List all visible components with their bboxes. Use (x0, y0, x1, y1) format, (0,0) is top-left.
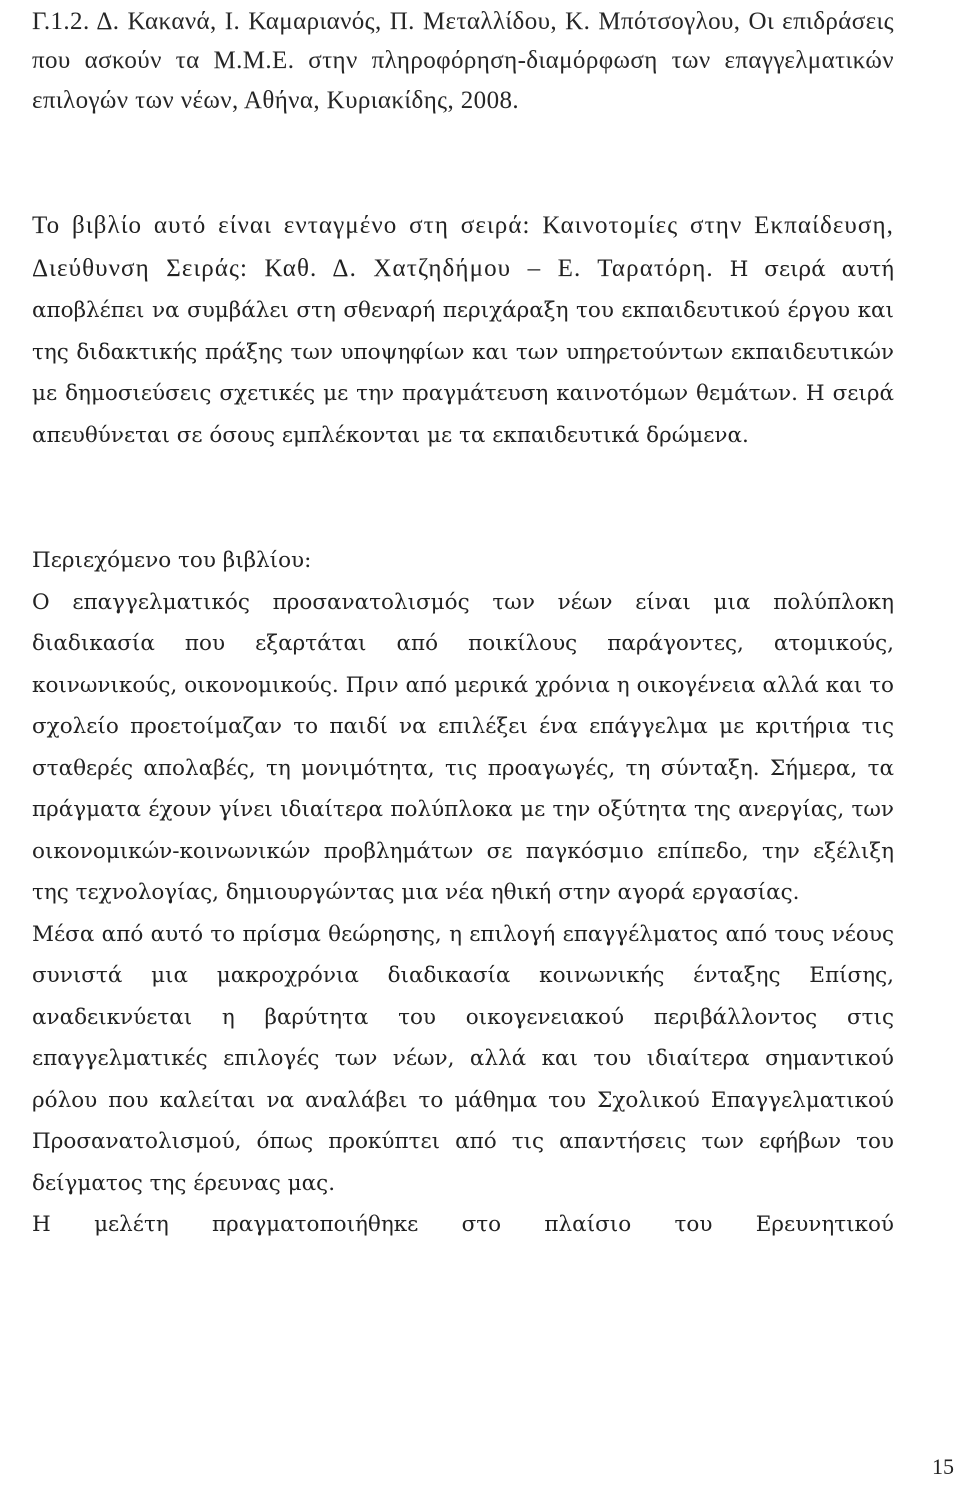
content-paragraph-3: Η μελέτη πραγματοποιήθηκε στο πλαίσιο του Ερευνητικού (32, 1212, 894, 1237)
series-description: Η σειρά αυτή αποβλέπει να συμβάλει στη σθεναρή περιχάραξη του εκπαιδευτικού έργου και της διδακτικής πράξης των υποψηφίων και των υπηρετούντων εκπαιδευτικών με δημοσιεύσεις σχετικές με την πραγμάτευση καινοτόμων θεμάτων. Η σειρά απευθύνεται σε όσους εμπλέκονται με τα εκπαιδευτικά δρώμενα. (32, 256, 894, 448)
series-section (32, 205, 894, 456)
content-paragraph-1: Ο επαγγελματικός προσανατολισμός των νέων είναι μια πολύπλοκη διαδικασία που εξαρτάται από ποικίλους παράγοντες, ατομικούς, κοινωνικούς, οικονομικούς. Πριν από μερικά χρόνια η οικογένεια αλλά και το σχολείο προετοίμαζαν το παιδί να επιλέξει ένα επάγγελμα με κριτήρια τις σταθερές απολαβές, τη μονιμότητα, τις προαγωγές, τη σύνταξη. Σήμερα, τα πράγματα έχουν γίνει ιδιαίτερα πολύπλοκα με την οξύτητα της ανεργίας, των οικονομικών-κοινωνικών προβλημάτων σε παγκόσμιο επίπεδο, την εξέλιξη της τεχνολογίας, δημιουργώντας μια νέα ηθική στην αγορά εργασίας. (32, 589, 894, 905)
bibliographic-reference: Γ.1.2. Δ. Κακανά, Ι. Καμαριανός, Π. Μεταλλίδου, Κ. Μπότσογλου, Οι επιδράσεις που ασκούν τα Μ.Μ.Ε. στην πληροφόρηση-διαμόρφωση των επαγγελματικών επιλογών των νέων, Αθήνα, Κυριακίδης, 2008. (32, 8, 894, 114)
page-number: 15 (932, 1454, 954, 1479)
book-content-section (32, 540, 894, 1246)
content-paragraph-2: Μέσα από αυτό το πρίσμα θεώρησης, η επιλογή επαγγέλματος από τους νέους συνιστά μια μακροχρόνια διαδικασία κοινωνικής ένταξης Επίσης, αναδεικνύεται η βαρύτητα του οικογενειακού περιβάλλοντος στις επαγγελματικές επιλογές των νέων, αλλά και του ιδιαίτερα σημαντικού ρόλου που καλείται να αναλάβει το μάθημα του Σχολικού Επαγγελματικού Προσανατολισμού, όπως προκύπτει από τις απαντήσεις των εφήβων του δείγματος της έρευνας μας. (32, 921, 894, 1196)
content-heading: Περιεχόμενο του βιβλίου: (32, 548, 312, 573)
series-intro: Το βιβλίο αυτό είναι ενταγμένο στη σειρά: Καινοτομίες στην Εκπαίδευση, Διεύθυνση Σειράς: Καθ. Δ. Χατζηδήμου – Ε. Ταρατόρη. (32, 212, 894, 282)
